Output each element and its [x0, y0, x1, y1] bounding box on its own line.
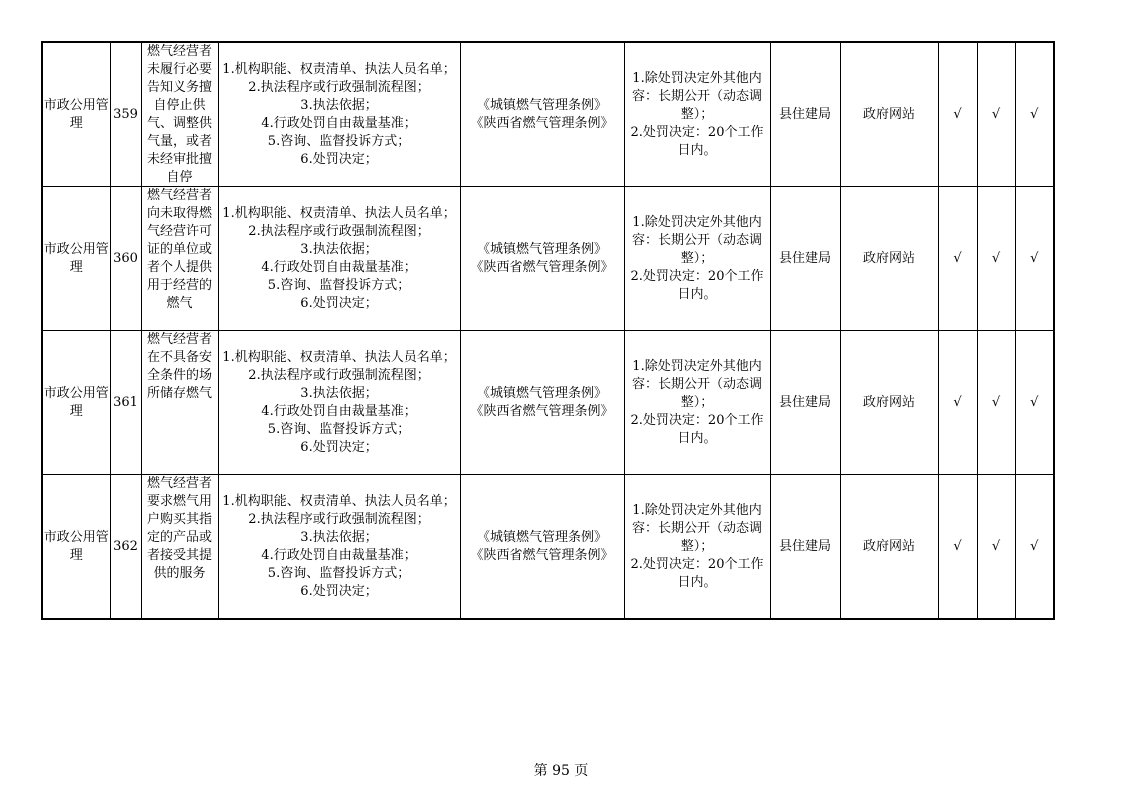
- legal-basis-cell: [460, 42, 624, 187]
- disclosure-content-cell: [218, 331, 460, 475]
- disclosure-content-cell: [218, 42, 460, 187]
- content-line: 1.机构职能、权责清单、执法人员名单；: [222, 349, 456, 365]
- content-line: 2.执法程序或行政强制流程图；: [248, 79, 430, 95]
- content-line: 4.行政处罚自由裁量基准；: [261, 547, 417, 563]
- check-mark-cell: √: [977, 42, 1015, 187]
- disclosure-content-cell: [218, 475, 460, 620]
- content-line: 2.执法程序或行政强制流程图；: [248, 223, 430, 239]
- basis-line: 《陕西省燃气管理条例》: [470, 403, 614, 419]
- content-line: 5.咨询、监督投诉方式；: [267, 421, 411, 437]
- basis-line: 《城镇燃气管理条例》: [476, 97, 607, 113]
- item-name-cell: [141, 42, 218, 187]
- item-name-text: 燃气经营者向未取得燃气经营许可证的单位或者个人提供用于经营的燃气: [146, 188, 212, 311]
- check-mark-cell: √: [977, 475, 1015, 620]
- time-line: 1.除处罚决定外其他内容：长期公开（动态调整）；: [631, 502, 762, 554]
- content-line: 1.机构职能、权责清单、执法人员名单；: [222, 493, 456, 509]
- basis-line: 《城镇燃气管理条例》: [476, 529, 607, 545]
- legal-basis-cell: [460, 187, 624, 331]
- check-mark-cell: √: [938, 331, 977, 475]
- table-row: [42, 42, 1054, 187]
- disclosure-channel-cell: 政府网站: [840, 42, 938, 187]
- disclosure-channel-cell: 政府网站: [840, 331, 938, 475]
- disclosure-subject-cell: 县住建局: [770, 42, 840, 187]
- content-line: 4.行政处罚自由裁量基准；: [261, 259, 417, 275]
- content-line: 3.执法依据；: [300, 529, 378, 545]
- item-name-text: 燃气经营者要求燃气用户购买其指定的产品或者接受其提供的服务: [146, 476, 212, 581]
- disclosure-channel-cell: 政府网站: [840, 475, 938, 620]
- content-line: 3.执法依据；: [300, 385, 378, 401]
- content-line: 3.执法依据；: [300, 241, 378, 257]
- item-number-cell: 359: [110, 42, 141, 187]
- item-name-cell: [141, 331, 218, 475]
- category-cell: 市政公用管理: [42, 331, 110, 475]
- item-name-cell: [141, 475, 218, 620]
- content-line: 4.行政处罚自由裁量基准；: [261, 403, 417, 419]
- item-number-cell: 360: [110, 187, 141, 331]
- basis-line: 《陕西省燃气管理条例》: [470, 259, 614, 275]
- item-name-cell: [141, 187, 218, 331]
- content-line: 1.机构职能、权责清单、执法人员名单；: [222, 205, 456, 221]
- check-mark-cell: √: [1015, 331, 1054, 475]
- item-name-text: 燃气经营者在不具备安全条件的场所储存燃气: [146, 332, 212, 401]
- basis-line: 《陕西省燃气管理条例》: [470, 115, 614, 131]
- check-mark-cell: √: [938, 42, 977, 187]
- category-cell: 市政公用管理: [42, 475, 110, 620]
- legal-basis-cell: [460, 475, 624, 620]
- disclosure-time-cell: [624, 42, 770, 187]
- item-number-cell: 362: [110, 475, 141, 620]
- content-line: 4.行政处罚自由裁量基准；: [261, 115, 417, 131]
- disclosure-subject-cell: 县住建局: [770, 475, 840, 620]
- content-line: 2.执法程序或行政强制流程图；: [248, 367, 430, 383]
- table-body: [42, 42, 1054, 619]
- time-line: 2.处罚决定：20个工作日内。: [630, 412, 764, 446]
- content-line: 2.执法程序或行政强制流程图；: [248, 511, 430, 527]
- category-cell: 市政公用管理: [42, 187, 110, 331]
- check-mark-cell: √: [1015, 475, 1054, 620]
- disclosure-time-cell: [624, 187, 770, 331]
- content-line: 6.处罚决定；: [300, 295, 378, 311]
- check-mark-cell: √: [1015, 187, 1054, 331]
- content-line: 6.处罚决定；: [300, 439, 378, 455]
- category-cell: 市政公用管理: [42, 42, 110, 187]
- disclosure-time-cell: [624, 331, 770, 475]
- content-line: 3.执法依据；: [300, 97, 378, 113]
- item-number-cell: 361: [110, 331, 141, 475]
- time-line: 1.除处罚决定外其他内容：长期公开（动态调整）；: [631, 214, 762, 266]
- disclosure-subject-cell: 县住建局: [770, 331, 840, 475]
- time-line: 2.处罚决定：20个工作日内。: [630, 124, 764, 158]
- basis-line: 《城镇燃气管理条例》: [476, 241, 607, 257]
- content-line: 6.处罚决定；: [300, 583, 378, 599]
- table-row: [42, 475, 1054, 620]
- content-line: 5.咨询、监督投诉方式；: [267, 565, 411, 581]
- check-mark-cell: √: [977, 187, 1015, 331]
- basis-line: 《城镇燃气管理条例》: [476, 385, 607, 401]
- item-name-text: 燃气经营者未履行必要告知义务擅自停止供气、调整供气量，或者未经审批擅自停: [146, 44, 212, 185]
- check-mark-cell: √: [977, 331, 1015, 475]
- legal-basis-cell: [460, 331, 624, 475]
- disclosure-channel-cell: 政府网站: [840, 187, 938, 331]
- disclosure-subject-cell: 县住建局: [770, 187, 840, 331]
- disclosure-table: [41, 41, 1055, 620]
- page-number: 第 95 页: [533, 763, 589, 779]
- content-line: 5.咨询、监督投诉方式；: [267, 133, 411, 149]
- content-line: 5.咨询、监督投诉方式；: [267, 277, 411, 293]
- time-line: 2.处罚决定：20个工作日内。: [630, 268, 764, 302]
- check-mark-cell: √: [938, 475, 977, 620]
- time-line: 1.除处罚决定外其他内容：长期公开（动态调整）；: [631, 358, 762, 410]
- disclosure-content-cell: [218, 187, 460, 331]
- time-line: 1.除处罚决定外其他内容：长期公开（动态调整）；: [631, 70, 762, 122]
- basis-line: 《陕西省燃气管理条例》: [470, 547, 614, 563]
- table-row: [42, 187, 1054, 331]
- content-line: 1.机构职能、权责清单、执法人员名单；: [222, 61, 456, 77]
- content-line: 6.处罚决定；: [300, 151, 378, 167]
- time-line: 2.处罚决定：20个工作日内。: [630, 556, 764, 590]
- check-mark-cell: √: [938, 187, 977, 331]
- disclosure-time-cell: [624, 475, 770, 620]
- table-row: [42, 331, 1054, 475]
- check-mark-cell: √: [1015, 42, 1054, 187]
